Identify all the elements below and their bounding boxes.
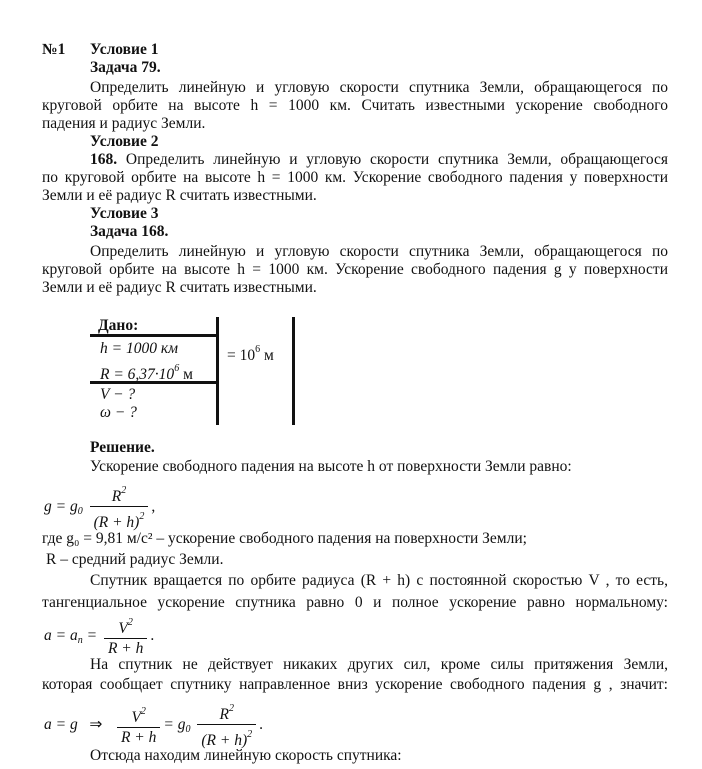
solution-text: тангенциальное ускорение спутника равно 0 и полное ускорение равно нормальному: — [42, 594, 668, 611]
condition-1-title: Условие 1 — [90, 41, 159, 58]
cond1-line: Определить линейную и угловую скорости спутника Земли, обращающегося по — [90, 79, 668, 96]
cond1-line: падения и радиус Земли. — [42, 115, 206, 132]
solution-text: R – средний радиус Земли. — [46, 551, 224, 568]
cond2-line: по круговой орбите на высоте h = 1000 км. Ускорение свободного падения у поверхности — [42, 169, 668, 186]
cond3-line: Определить линейную и угловую скорости спутника Земли, обращающегося по — [90, 243, 668, 260]
cond1-line: круговой орбите на высоте h = 1000 км. Считать известными ускорение свободного — [42, 97, 668, 114]
given-h: h = 1000 км — [100, 340, 178, 357]
cond2-line: Земли и её радиус R считать известными. — [42, 187, 317, 204]
solution-text: Спутник вращается по орбите радиуса (R + h) с постоянной скоростью V , то есть, — [90, 572, 668, 589]
find-v: V − ? — [100, 386, 136, 403]
cond2-line: 168. Определить линейную и угловую скорости спутника Земли, обращающегося — [90, 151, 669, 168]
cond3-line: Земли и её радиус R считать известными. — [42, 279, 317, 296]
solution-title: Решение. — [90, 439, 155, 456]
cond3-line: круговой орбите на высоте h = 1000 км. Ускорение свободного падения g у поверхности — [42, 261, 668, 278]
formula-a: $a = a_n$ = $\frac{V^2}{R + h}$ . — [44, 617, 155, 657]
find-omega: ω − ? — [100, 404, 137, 421]
task-79-title: Задача 79. — [90, 59, 161, 76]
problem-number: №1 — [42, 41, 66, 58]
solution-text: где g₀ = 9,81 м/с² – ускорение свободного падения на поверхности Земли; — [42, 530, 527, 547]
task-168-title: Задача 168. — [90, 223, 169, 240]
given-R: $R = 6,37\cdot 10^6$ м — [100, 363, 193, 383]
solution-text: Ускорение свободного падения на высоте h от поверхности Земли равно: — [90, 458, 572, 475]
formula-a-equals-g: a = g ⇒ $\frac{V^2}{R + h}$ = $g_0$ $\frac{R^2}{(R + h)^2}$ . — [44, 703, 264, 749]
given-title: Дано: — [98, 317, 139, 334]
solution-text: На спутник не действует никаких других сил, кроме силы притяжения Земли, — [90, 656, 668, 673]
condition-2-title: Условие 2 — [90, 133, 159, 150]
formula-g: $g = g_0$ $\frac{R^2}{(R + h)^2}$ , — [44, 485, 156, 531]
table-divider — [292, 317, 295, 425]
solution-text: Отсюда находим линейную скорость спутника: — [90, 747, 402, 764]
given-conversion: = $10^6$ м — [227, 344, 274, 364]
solution-text: которая сообщает спутнику направленное вниз ускорение свободного падения g , значит: — [42, 676, 668, 693]
condition-3-title: Условие 3 — [90, 205, 159, 222]
